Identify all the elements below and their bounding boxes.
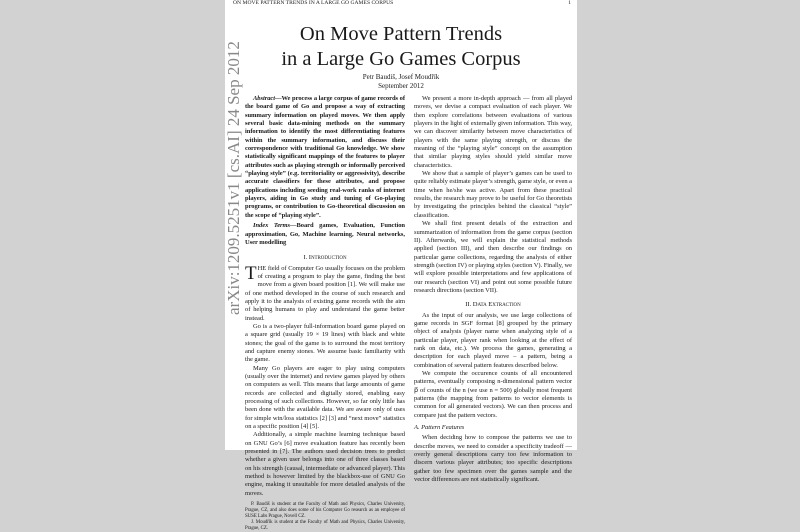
subsection-heading-pattern-features: A. Pattern Features bbox=[414, 424, 465, 432]
authors: Petr Baudiš, Josef Moudřík bbox=[362, 73, 440, 81]
index-terms-text: —Board games, Evaluation, Function approximation, Go, Machine learning, Neural networks, User modelling bbox=[245, 222, 406, 246]
paper-page bbox=[224, 0, 577, 532]
index-terms-label: Index Terms bbox=[253, 222, 291, 230]
body-paragraph: We compute the occurence counts of all encountered patterns, eventually composing n-dimensional pattern vector p⃗ of counts of the n (we use n = 500) globally most frequent patterns (the mapping from patterns to vector elements is common for all generated vectors). We can then process and compare just the pattern vectors. bbox=[414, 370, 572, 419]
abstract-label: Abstract bbox=[253, 95, 275, 102]
page-number: 1 bbox=[568, 0, 571, 6]
date: September 2012 bbox=[378, 82, 424, 90]
footnote: P. Baudiš is student at the Faculty of Math and Physics, Charles University, Prague, CZ, and also does some of his Computer Go research as an employee of SUSE Labs Prague, Novell CZ. bbox=[245, 502, 405, 520]
index-terms bbox=[245, 222, 405, 247]
abstract-text: —We process a large corpus of game records of the board game of Go and propose a way of extracting summary information on played moves. We then apply several basic data-mining methods on the summary information to identify the most differentiating features within the summary information, and discuss their correspondence with traditional Go knowledge. We show statistically significant mappings of the features to player attributes such as playing strength or informally perceived “playing style” (e.g. territoriality or aggressivity), describe accurate classifiers for these attributes, and propose applications including seeding real-work ranks of internet players, aiding in Go study and tuning of Go-playing programs, or contribution to Go-theoretical discussion on the scope of “playing style”. bbox=[245, 95, 405, 219]
right-column bbox=[414, 95, 572, 484]
body-paragraph: We shall first present details of the extraction and summarization of information from the game corpus (section II). Afterwards, we will explain the statistical methods applied (section III), and then describe our findings on particular game collections, regarding the analysis of either strength (section IV) or playing styles (section V). Finally, we will explore possible interpretations and few applications of our research (section VI) and point out some possible future research directions (section VII). bbox=[414, 220, 572, 294]
intro-paragraph-text: HE field of Computer Go usually focuses on the problem of creating a program to play the game, finding the best move from a given board position [1]. We will make use of one method developed in the course of such research and apply it to the analysis of existing game records with the aim of helping humans to play and understand the game better instead. bbox=[245, 264, 405, 322]
arxiv-stamp: arXiv:1209.5251v1 [cs.AI] 24 Sep 2012 bbox=[224, 41, 243, 315]
intro-paragraph: Additionally, a simple machine learning technique based on GNU Go’s [6] move evaluation feature has recently been presented in [7]. The authors used decision trees to predict whether a given user belongs into one of three classes based on his strength (causal, intermediate or advanced player). This method is however limited by the blackbox-use of GNU Go engine, making it unsuitable for more detailed analysis of the moves. bbox=[245, 431, 405, 497]
paper-title bbox=[225, 22, 577, 72]
body-paragraph: We show that a sample of player’s games can be used to quite reliably estimate player’s strength, game style, or even a time when he/she was active. Apart from these practical results, the research may prove to be useful for Go theoretists by investigating the principles behind the classical “style” classification. bbox=[414, 170, 572, 219]
abstract bbox=[245, 95, 405, 220]
body-paragraph: When deciding how to compose the patterns we use to describe moves, we need to consider a specificity tradeoff — overly general descriptions carry too few information to discern various player attributes; too specific descriptions gather too few specimen over the games sample and the vector differences are not statistically significant. bbox=[414, 434, 572, 484]
left-column bbox=[245, 95, 405, 532]
intro-paragraph: Many Go players are eager to play using computers (usually over the internet) and review games played by others on computers as well. This means that large amounts of game records are collected and digitally stored, enabling easy processing of such collections. However, so far only little has been done with the available data. We are aware only of uses for simple win/loss statistics [2] [3] and “next move” statistics on a specific position [4] [5]. bbox=[245, 364, 405, 431]
drop-cap: T bbox=[245, 262, 257, 284]
footnote: J. Moudřík is student at the Faculty of Math and Physics, Charles University, Prague, CZ. bbox=[245, 520, 405, 532]
section-heading-data-extraction: II. Data Extraction bbox=[465, 301, 521, 309]
section-heading-introduction: I. Introduction bbox=[303, 254, 347, 262]
intro-paragraph bbox=[245, 262, 405, 323]
footnotes bbox=[245, 502, 405, 532]
title-line-2: in a Large Go Games Corpus bbox=[281, 48, 521, 70]
title-line-1: On Move Pattern Trends bbox=[299, 23, 503, 45]
author-block bbox=[225, 73, 577, 91]
intro-paragraph: Go is a two-player full-information board game played on a square grid (usually 19 × 19 lines) with black and white stones; the goal of the game is to surround the most territory and capture enemy stones. We assume basic familiarity with the game. bbox=[245, 322, 405, 364]
running-head: ON MOVE PATTERN TRENDS IN A LARGE GO GAMES CORPUS bbox=[233, 0, 394, 6]
body-paragraph: We present a more in-depth approach — from all played moves, we devise a compact evaluation of each player. We then explore correlations between evaluations of various players in the light of externally given information. This way, we can discover similarity between move characteristics of players with the same playing strength, or discuss the meaning of the “playing style” concept on the assumption that similar playing styles should yield similar move characteristics. bbox=[414, 95, 572, 169]
body-paragraph: As the input of our analysis, we use large collections of game records in SGF format [8] grouped by the primary object of analysis (player name when analyzing style of a particular player, player rank when looking at the effect of rank on data, etc.). We process the games, generating a description for each played move – a pattern, being a combination of several pattern features described below. bbox=[414, 311, 572, 369]
